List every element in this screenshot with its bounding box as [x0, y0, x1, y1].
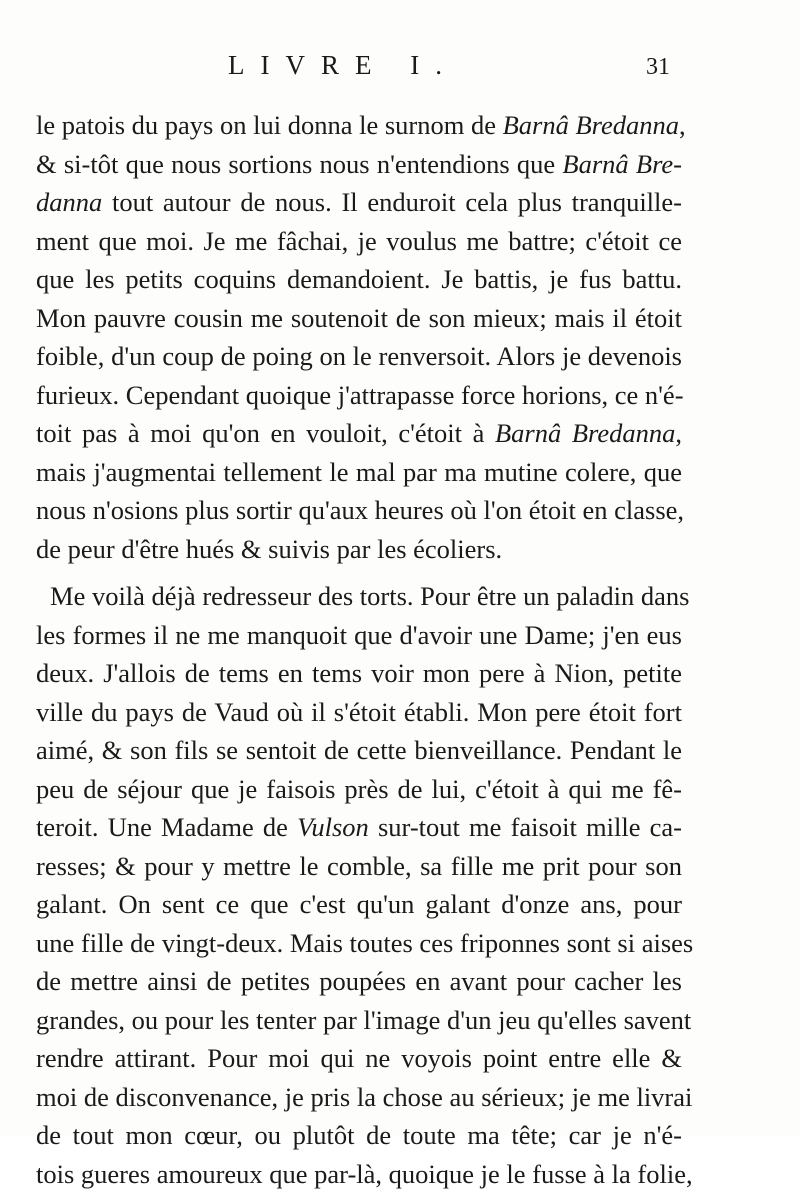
text-run: de tout mon cœur, ou plutôt de toute ma tête; car je n'é- — [36, 1120, 682, 1150]
text-line — [36, 183, 682, 222]
text-line — [36, 491, 682, 530]
text-run: une fille de vingt-deux. Mais toutes ces friponnes sont si aises — [36, 928, 693, 958]
text-run: Me voilà déjà redresseur des torts. Pour être un paladin dans — [50, 581, 690, 611]
paragraph — [36, 577, 682, 1193]
text-run: de peur d'être hués & suivis par les écoliers. — [36, 534, 502, 564]
text-line — [36, 453, 682, 492]
text-run: le patois du pays on lui donna le surnom de — [36, 110, 503, 140]
text-run: tout autour de nous. Il enduroit cela plus tranquille- — [102, 187, 682, 217]
italic-text: Barnâ Bre- — [562, 149, 682, 179]
page-number: 31 — [646, 54, 670, 81]
text-run: , — [679, 110, 686, 140]
text-run: ment que moi. Je me fâchai, je voulus me battre; c'étoit ce — [36, 226, 682, 256]
text-run: resses; & pour y mettre le comble, sa fille me prit pour son — [36, 851, 682, 881]
text-run: les formes il ne me manquoit que d'avoir une Dame; j'en eus — [36, 620, 682, 650]
text-line — [36, 530, 682, 569]
text-line — [36, 616, 682, 655]
text-run: de mettre ainsi de petites poupées en avant pour cacher les — [36, 966, 682, 996]
text-run: galant. On sent ce que c'est qu'un galant d'onze ans, pour — [36, 889, 682, 919]
text-line — [36, 414, 682, 453]
running-head-title: LIVRE I. — [228, 50, 458, 81]
text-line — [36, 222, 682, 261]
paragraph — [36, 106, 682, 568]
text-line — [36, 1116, 682, 1155]
text-run: aimé, & son fils se sentoit de cette bienveillance. Pendant le — [36, 735, 682, 765]
italic-text: Barnâ Bredanna — [503, 110, 679, 140]
text-line — [36, 924, 682, 963]
text-run: grandes, ou pour les tenter par l'image d'un jeu qu'elles savent — [36, 1005, 691, 1035]
text-run: toit pas à moi qu'on en vouloit, c'étoit à — [36, 418, 495, 448]
paragraph-gap — [36, 568, 682, 577]
text-line — [36, 693, 682, 732]
text-run: furieux. Cependant quoique j'attrapasse force horions, ce n'é- — [36, 380, 684, 410]
text-run: rendre attirant. Pour moi qui ne voyois point entre elle & — [36, 1043, 682, 1073]
text-line — [36, 808, 682, 847]
text-line — [36, 299, 682, 338]
text-run: peu de séjour que je faisois près de lui, c'étoit à qui me fê- — [36, 774, 682, 804]
text-line — [36, 770, 682, 809]
body-text — [36, 106, 682, 1193]
text-run: sur-tout me faisoit mille ca- — [369, 812, 682, 842]
text-line — [36, 1039, 682, 1078]
text-line — [36, 1155, 682, 1193]
text-run: Mon pauvre cousin me soutenoit de son mieux; mais il étoit — [36, 303, 682, 333]
text-line — [36, 654, 682, 693]
text-line — [36, 577, 682, 616]
text-line — [36, 847, 682, 886]
text-run: , — [675, 418, 682, 448]
text-run: tois gueres amoureux que par-là, quoique je le fusse à la folie, — [36, 1159, 693, 1189]
text-run: teroit. Une Madame de — [36, 812, 297, 842]
text-line — [36, 145, 682, 184]
text-run: ville du pays de Vaud où il s'étoit établi. Mon pere étoit fort — [36, 697, 682, 727]
text-run: que les petits coquins demandoient. Je battis, je fus battu. — [36, 264, 682, 294]
text-line — [36, 885, 682, 924]
text-line — [36, 1078, 682, 1117]
text-line — [36, 337, 682, 376]
text-line — [36, 1001, 682, 1040]
text-line — [36, 260, 682, 299]
text-run: & si-tôt que nous sortions nous n'entendions que — [36, 149, 562, 179]
text-run: nous n'osions plus sortir qu'aux heures où l'on étoit en classe, — [36, 495, 684, 525]
text-run: mais j'augmentai tellement le mal par ma mutine colere, que — [36, 457, 682, 487]
text-line — [36, 962, 682, 1001]
text-line — [36, 106, 682, 145]
text-run: moi de disconvenance, je pris la chose au sérieux; je me livrai — [36, 1082, 692, 1112]
italic-text: Vulson — [297, 812, 369, 842]
text-run: deux. J'allois de tems en tems voir mon pere à Nion, petite — [36, 658, 682, 688]
italic-text: Barnâ Bredanna — [495, 418, 675, 448]
italic-text: danna — [36, 187, 102, 217]
running-head — [0, 50, 800, 90]
text-line — [36, 376, 682, 415]
text-line — [36, 731, 682, 770]
text-run: foible, d'un coup de poing on le renversoit. Alors je devenois — [36, 341, 682, 371]
